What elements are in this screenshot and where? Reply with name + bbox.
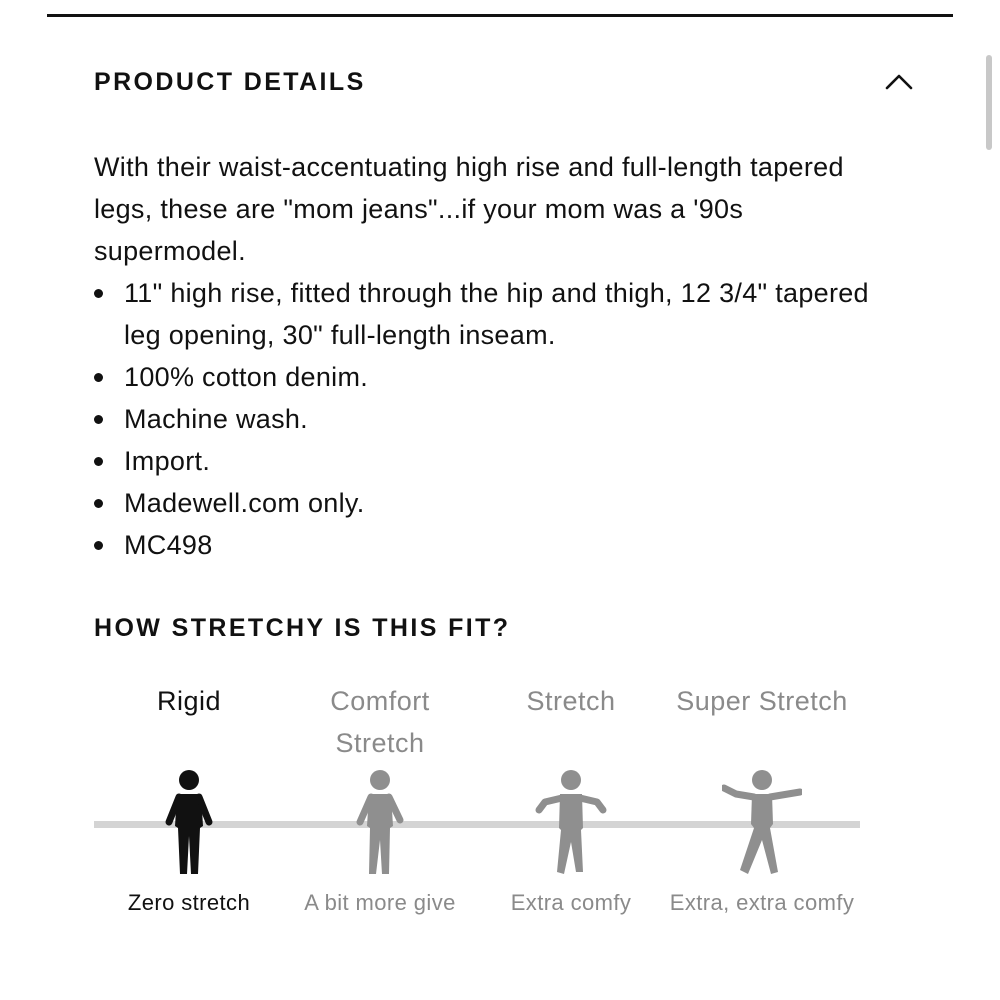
- super-stretch-figure-icon: [722, 770, 802, 874]
- list-item: [94, 356, 894, 398]
- stretch-level-label: Stretch: [526, 686, 616, 716]
- list-item: [94, 398, 894, 440]
- rigid-figure-icon: [149, 770, 229, 874]
- bullet-icon: [94, 415, 103, 424]
- scrollbar-thumb[interactable]: [986, 55, 992, 150]
- list-item: [94, 524, 894, 566]
- stretch-level-label: Comfort Stretch: [330, 686, 430, 758]
- scrollbar[interactable]: [986, 0, 994, 160]
- bullet-icon: [94, 373, 103, 382]
- list-item: [94, 440, 894, 482]
- list-item: [94, 272, 894, 356]
- stretch-level-description: A bit more give: [304, 890, 456, 915]
- product-details-title: PRODUCT DETAILS: [94, 67, 366, 96]
- stretch-section-title: HOW STRETCHY IS THIS FIT?: [94, 614, 511, 642]
- stretch-level-description: Extra comfy: [510, 890, 632, 915]
- bullet-icon: [94, 541, 103, 550]
- stretch-level-description: Extra, extra comfy: [669, 890, 855, 915]
- stretch-level-description: Zero stretch: [127, 890, 251, 915]
- bullet-text: MC498: [124, 530, 213, 560]
- stretch-level-super-stretch: [667, 680, 857, 915]
- comfort-stretch-figure-icon: [340, 770, 420, 874]
- stretch-figure-icon: [531, 770, 611, 874]
- bullet-text: 11" high rise, fitted through the hip and thigh, 12 3/4" tapered leg opening, 30" full-length inseam.: [124, 278, 869, 350]
- product-details-toggle[interactable]: [94, 62, 914, 102]
- list-item: [94, 482, 894, 524]
- bullet-text: Madewell.com only.: [124, 488, 365, 518]
- bullet-icon: [94, 499, 103, 508]
- stretch-level-label: Rigid: [156, 686, 222, 716]
- chevron-up-icon[interactable]: [884, 72, 914, 92]
- product-description: With their waist-accentuating high rise and full-length tapered legs, these are "mom jeans"...if your mom was a '90s supermodel.: [94, 152, 844, 266]
- bullet-text: 100% cotton denim.: [124, 362, 369, 392]
- bullet-icon: [94, 289, 103, 298]
- section-divider: [47, 14, 953, 17]
- stretch-level-label: Super Stretch: [676, 686, 848, 716]
- product-bullet-list: [94, 272, 894, 566]
- stretch-level-rigid: [94, 680, 284, 915]
- stretch-level-comfort-stretch: [285, 680, 475, 915]
- stretch-level-stretch: [476, 680, 666, 915]
- bullet-text: Import.: [124, 446, 211, 476]
- bullet-icon: [94, 457, 103, 466]
- bullet-text: Machine wash.: [124, 404, 308, 434]
